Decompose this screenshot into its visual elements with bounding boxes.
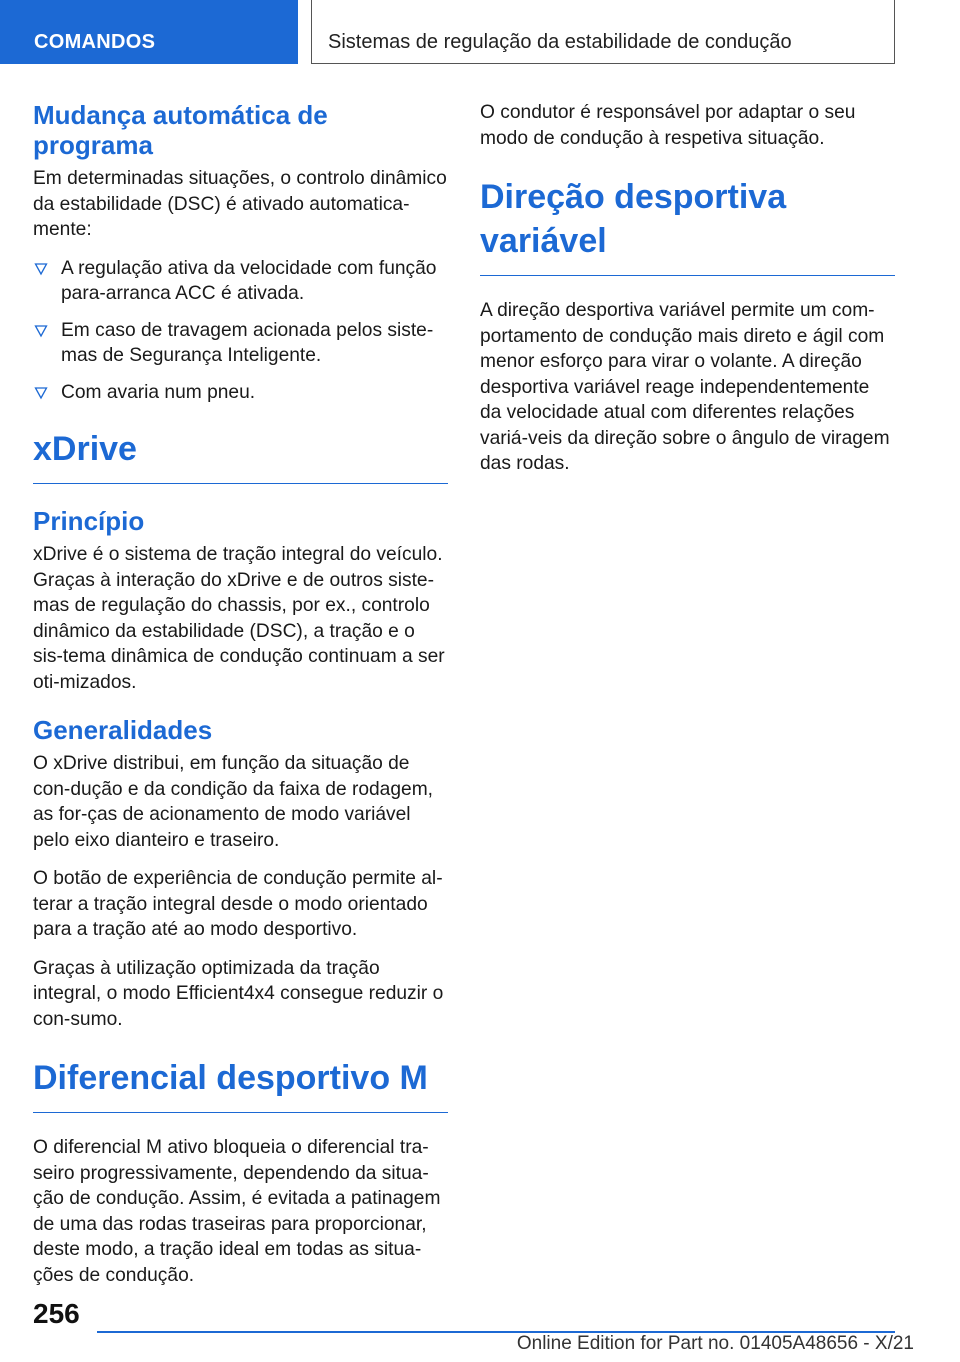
list-item-text: Com avaria num pneu. [61,381,256,403]
triangle-bullet-icon [34,384,48,402]
triangle-bullet-icon [34,322,48,340]
page-number: 256 [33,1298,80,1329]
heading-diferencial-desportivo: Diferencial desportivo M [33,1056,448,1113]
list-item [33,256,448,307]
paragraph-diferencial: O diferencial M ativo bloqueia o diferencial tra-seiro progressivamente, dependendo da situa-ção de condução. Assim, é evitada a patinagem de uma das rodas traseiras para proporcionar, deste modo, a tração ideal em todas as situa-ções de condução. [33,1137,441,1286]
list-item-text: A regulação ativa da velocidade com função para-arranca ACC é ativada. [61,257,437,304]
left-column [33,100,448,1301]
paragraph-mudanca: Em determinadas situações, o controlo dinâmico da estabilidade (DSC) é ativado automatica-mente: [33,168,447,240]
chapter-header [311,0,895,64]
heading-mudanca-automatica: Mudança automática de programa [33,100,328,160]
list-item [33,318,448,369]
section-label: COMANDOS [34,31,156,53]
section-tab [0,0,298,64]
right-column [480,100,895,490]
edition-text: Online Edition for Part no. 01405A48656 - X/21 [516,1333,914,1354]
paragraph-condutor: O condutor é responsável por adaptar o seu modo de condução à respetiva situação. [480,102,856,149]
paragraph-generalidades-3: Graças à utilização optimizada da tração integral, o modo Efficient4x4 consegue reduzir o con-sumo. [33,957,444,1030]
paragraph-principio: xDrive é o sistema de tração integral do veículo. Graças à interação do xDrive e de outros siste-mas de regulação do chassis, por ex., controlo dinâmico da estabilidade (DSC), a tração e o sis-tema dinâmica de condução continuam a ser oti-mizados. [33,544,445,693]
chapter-title: Sistemas de regulação da estabilidade de condução [328,31,792,53]
paragraph-direcao: A direção desportiva variável permite um com-portamento de condução mais direto e ágil com menor esforço para virar o volante. A direção desportiva variável reage independentemente da velocidade atual com diferentes relações variá-veis da direção sobre o ângulo de viragem das rodas. [480,300,890,474]
paragraph-generalidades-1: O xDrive distribui, em função da situação de con-dução e da condição da faixa de rodagem, as for-ças de acionamento de modo variável pelo eixo dianteiro e traseiro. [33,753,434,851]
heading-xdrive: xDrive [33,427,448,484]
list-item [33,380,448,406]
triangle-bullet-icon [34,260,48,278]
bullet-list [33,256,448,406]
heading-principio: Princípio [33,506,145,536]
list-item-text: Em caso de travagem acionada pelos siste-mas de Segurança Inteligente. [61,319,434,366]
heading-generalidades: Generalidades [33,715,213,745]
heading-direcao-desportiva: Direção desportiva variável [480,175,895,276]
paragraph-generalidades-2: O botão de experiência de condução permite al-terar a tração integral desde o modo orientado para a tração até ao modo desportivo. [33,868,443,940]
